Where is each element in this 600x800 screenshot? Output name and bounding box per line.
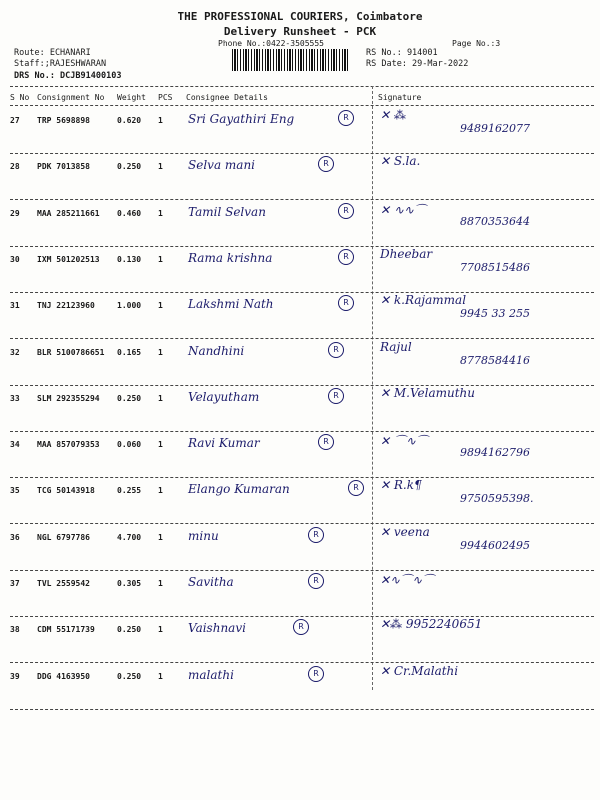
pieces: 1 (158, 116, 163, 125)
company-title: THE PROFESSIONAL COURIERS, Coimbatore (177, 10, 423, 23)
signature: ✕∿⌒∿⌒ (380, 573, 435, 587)
header-divider-top (10, 86, 594, 87)
consignee-name: Ravi Kumar (188, 436, 260, 451)
table-row (0, 663, 600, 718)
consignee-name: Savitha (188, 575, 234, 589)
received-stamp-icon: R (328, 342, 344, 358)
row-divider (10, 570, 594, 571)
receiver-phone: 9894162796 (460, 446, 530, 460)
receiver-phone: 8778584416 (460, 353, 530, 367)
pieces: 1 (158, 162, 163, 172)
drs-number: DRS No.: DCJB91400103 (14, 71, 122, 81)
table-row (0, 108, 600, 162)
serial-number: 27 (10, 116, 20, 125)
consignee-name: Velayutham (188, 389, 260, 404)
consignment-number: MAA 857079353 (37, 440, 100, 450)
signature: ✕ k.Rajammal (380, 293, 467, 308)
consignee-name: Tamil Selvan (188, 204, 266, 219)
signature: ✕ veena (380, 524, 430, 539)
rs-date: RS Date: 29-Mar-2022 (366, 59, 469, 69)
received-stamp-icon: R (348, 480, 364, 496)
staff: Staff:;RAJESHWARAN (14, 59, 107, 69)
weight: 4.700 (117, 532, 142, 542)
pieces: 1 (158, 625, 163, 635)
consignment-number: TRP 5698898 (37, 116, 90, 125)
pieces: 1 (158, 254, 163, 264)
received-stamp-icon: R (318, 434, 334, 450)
received-stamp-icon: R (328, 388, 344, 404)
received-stamp-icon: R (338, 110, 354, 126)
serial-number: 35 (10, 486, 20, 496)
consignment-number: CDM 55171739 (37, 625, 95, 635)
weight: 0.250 (117, 625, 142, 635)
page-number: Page No.:3 (452, 39, 501, 48)
weight: 0.305 (117, 579, 142, 588)
weight: 0.250 (117, 162, 142, 172)
serial-number: 37 (10, 579, 20, 588)
serial-number: 36 (10, 532, 20, 542)
phone-number: Phone No.:0422-3505555 (218, 39, 324, 48)
pieces: 1 (158, 301, 163, 311)
pieces: 1 (158, 440, 163, 450)
consignee-name: malathi (188, 667, 234, 682)
weight: 0.620 (117, 116, 142, 125)
row-divider (10, 292, 594, 293)
weight: 0.250 (117, 671, 142, 681)
consignee-name: Nandhini (188, 343, 245, 358)
consignee-name: Sri Gayathiri Eng (188, 112, 295, 126)
receiver-phone: 7708515486 (460, 260, 530, 274)
col-consignment: Consignment No (37, 93, 105, 102)
row-divider (10, 199, 594, 200)
consignment-number: MAA 285211661 (37, 208, 100, 218)
consignment-number: TCG 50143918 (37, 486, 95, 496)
barcode-image (232, 49, 350, 71)
pieces: 1 (158, 208, 163, 218)
row-divider (10, 477, 594, 478)
row-divider (10, 385, 594, 386)
receiver-phone: 9489162077 (460, 122, 530, 135)
row-divider (10, 153, 594, 154)
runsheet-title: Delivery Runsheet - PCK (223, 25, 377, 38)
signature: Dheebar (380, 246, 433, 261)
table-row (0, 339, 600, 394)
received-stamp-icon: R (293, 619, 309, 635)
consignee-name: Elango Kumaran (188, 482, 290, 497)
table-row (0, 573, 600, 625)
weight: 0.250 (117, 393, 142, 403)
consignment-number: TNJ 22123960 (37, 301, 95, 311)
table-row (0, 478, 600, 532)
row-divider (10, 523, 594, 524)
receiver-phone: 8870353644 (460, 214, 530, 228)
table-row (0, 154, 600, 208)
received-stamp-icon: R (338, 203, 354, 219)
weight: 0.460 (117, 208, 142, 218)
table-row (0, 385, 600, 440)
pieces: 1 (158, 671, 163, 681)
consignment-number: SLM 292355294 (37, 393, 100, 403)
weight: 0.255 (117, 486, 142, 496)
table-row (0, 202, 600, 255)
consignment-number: BLR 5100786651 (37, 347, 105, 357)
serial-number: 28 (10, 162, 20, 172)
weight: 0.130 (117, 254, 142, 264)
consignee-name: Lakshmi Nath (188, 297, 274, 312)
consignee-name: minu (188, 528, 219, 543)
signature: Rajul (380, 339, 412, 354)
pieces: 1 (158, 486, 163, 496)
serial-number: 29 (10, 208, 20, 218)
row-divider (10, 616, 594, 617)
weight: 0.060 (117, 440, 142, 450)
consignee-name: Selva mani (188, 158, 256, 173)
consignment-number: IXM 501202513 (37, 254, 100, 264)
consignment-number: DDG 4163950 (37, 671, 90, 681)
row-divider (10, 662, 594, 663)
pieces: 1 (158, 532, 163, 542)
signature: ✕ R.k¶ (380, 478, 422, 493)
serial-number: 33 (10, 393, 20, 403)
weight: 0.165 (117, 347, 142, 357)
pieces: 1 (158, 579, 163, 588)
row-divider (10, 338, 594, 339)
consignment-number: PDK 7013858 (37, 162, 90, 172)
row-divider (10, 431, 594, 432)
header-divider-bottom (10, 105, 594, 106)
row-divider (10, 246, 594, 247)
col-consignee: Consignee Details (186, 93, 268, 102)
serial-number: 34 (10, 440, 20, 450)
table-row (0, 434, 600, 486)
consignment-number: NGL 6797786 (37, 532, 90, 542)
signature: ✕⁂ 9952240651 (380, 617, 483, 632)
serial-number: 38 (10, 625, 20, 635)
signature: ✕ ⌒∿⌒ (380, 434, 428, 449)
pieces: 1 (158, 393, 163, 403)
signature: ✕ S.la. (380, 154, 421, 169)
pieces: 1 (158, 347, 163, 357)
col-pcs: PCS (158, 93, 173, 102)
table-row (0, 524, 600, 579)
rs-number: RS No.: 914001 (366, 48, 438, 58)
table-row (0, 617, 600, 671)
received-stamp-icon: R (308, 573, 324, 589)
col-sno: S No (10, 93, 30, 102)
serial-number: 30 (10, 254, 20, 264)
consignee-name: Vaishnavi (188, 621, 246, 636)
receiver-phone: 9750595398. (460, 492, 534, 506)
received-stamp-icon: R (308, 666, 324, 682)
signature: ✕ ∿∿⌒ (380, 202, 426, 217)
signature: ✕ M.Velamuthu (380, 385, 476, 400)
consignment-number: TVL 2559542 (37, 579, 90, 588)
receiver-phone: 9945 33 255 (460, 307, 530, 321)
table-row (0, 246, 600, 301)
serial-number: 31 (10, 301, 20, 311)
weight: 1.000 (117, 301, 142, 311)
consignee-name: Rama krishna (188, 250, 273, 265)
col-signature: Signature (378, 93, 422, 102)
receiver-phone: 9944602495 (460, 538, 530, 552)
signature: ✕ ⁂ (380, 108, 406, 122)
received-stamp-icon: R (318, 156, 334, 172)
signature: ✕ Cr.Malathi (380, 663, 459, 678)
row-divider (10, 709, 594, 710)
serial-number: 32 (10, 347, 20, 357)
received-stamp-icon: R (338, 295, 354, 311)
route: Route: ECHANARI (14, 48, 91, 58)
serial-number: 39 (10, 671, 20, 681)
received-stamp-icon: R (338, 249, 354, 265)
received-stamp-icon: R (308, 527, 324, 543)
table-row (0, 293, 600, 347)
col-weight: Weight (117, 93, 146, 102)
